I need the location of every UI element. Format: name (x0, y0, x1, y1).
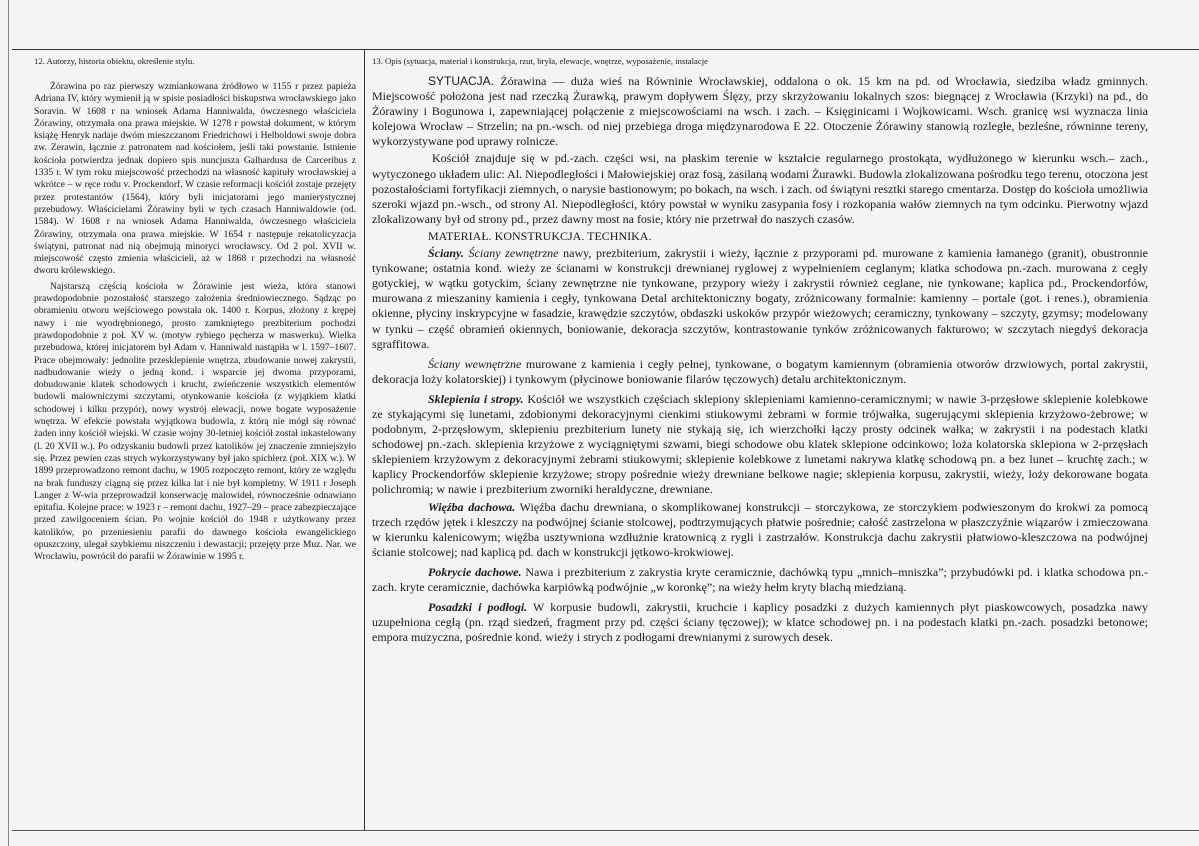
left-margin-line (8, 0, 9, 846)
roofing-text: Nawa i prezbiterium z zakrystia kryte ceramicznie, dachówką typu „mnich–mniszka”; przybudówki pd. i klatka schodowa pn.-zach. kryte ceramicznie, dachówka karpiówką podwójnie „w koronkę”; na wieży hełm kryty blachą miedzianą. (372, 564, 1148, 594)
history-paragraph-2: Najstarszą częścią kościoła w Żórawinie jest wieża, która stanowi prawdopodobnie pozostałość starszego założenia średniowiecznego. Sądząc po obramieniu otworu wejściowego powstała ok. 1400 r. Korpus, złożony z krępej nawy i nie wyodrębnionego, prosto zamkniętego prezbiterium pochodzi prawdopodobnie z poł. XV w. (motyw rybiego pęcherza w maswerku). Wielka przebudowa, której inicjatorem był Adam v. Hanniwald nastąpiła w l. 1597–1607. Prace obejmowały: jednolite przesklepienie wnętrza, zbudowanie nowej zakrystii, nadbudowanie wieży o jedną kond. i wsparcie jej dwoma przyporami, dobudowanie klatek schodowych i krucht, zwieńczenie wszystkich elementów budowli malowniczymi szczytami, otynkowanie kościoła (z wyjątkiem klatki schodowej i kilku przypór), nowy wystrój elewacji, nowe bogate wyposażenie wnętrza. W efekcie powstała wyjątkowa budowla, z którą nie mógł się równać żaden inny kościół wiejski. W czasie wojny 30-letniej kościół został inkastelowany (l. 20 XVII w.). Po odzyskaniu budowli przez katolików jej znaczenie zmniejszyło się. Przez pewien czas strych wykorzystywany był jako spichlerz (poł. XIX w.). W 1899 przeprowadzono remont dachu, w 1905 rozpoczęto remont, który ze względu na brak funduszy ciągną się przez kilka lat i nie był kompletny. W 1911 r Joseph Langer z W-wia przeprowadził konserwację malowideł, równocześnie odnawiano epitafia. Kolejne prace: w 1923 r – remont dachu, 1927–29 – prace zabezpieczające przed zawilgoceniem ścian. Po wojnie kościół do 1948 r użytkowany przez katolików, po przeniesieniu parafii do dawnego kościoła ewangelickiego opuszczony, ulegał szybkiemu niszczeniu i dewastacji; przejęty prze Muz. Nar. we Wrocławiu, powrócił do parafii w Żórawinie w 1995 r. (34, 280, 356, 563)
roof-truss-text: Więźba dachu drewniana, o skomplikowanej konstrukcji – storczykowa, ze storczykiem podwieszonym do krokwi za pomocą trzech rzędów jętek i kleszczy na podwójnej ścianie stolcowej, podtrzymujących płatwie pośrednie; całość zastrzelona w płaszczyźnie wiązarów i zmieczowana w kierunku kalenicowym; więźba usztywniona wzdłużnie kratownicą z rygli i zastrzałów. Konstrukcja dachu zakrystii płatwiowo-kleszczowa na podwójnej ścianie stolcowej; nad kaplicą pd. dach w konstrukcji jętkowo-krokwiowej. (372, 499, 1148, 559)
column-divider (364, 49, 365, 830)
history-column (34, 56, 356, 564)
roofing-label: Pokrycie dachowe. (428, 564, 522, 579)
section-12-header: 12. Autorzy, historia obiektu, określenie stylu. (34, 56, 195, 66)
outer-walls-label: Ściany zewnętrzne (468, 246, 559, 261)
section-13-header: 13. Opis (sytuacja, materiał i konstrukcja, rzut, bryła, elewacje, wnętrze, wyposażenie, instalacje (372, 56, 709, 66)
material-heading: MATERIAŁ. KONSTRUKCJA. TECHNIKA. (428, 228, 652, 243)
situation-label: SYTUACJA. (428, 74, 495, 88)
history-paragraph-1: Żórawina po raz pierwszy wzmiankowana źródłowo w 1155 r przez papieża Adriana IV, który wymienił ją w spisie posiadłości biskupstwa wrocławskiego jako Soravin. W 1608 r na wniosek Adama Hanniwalda, ówczesnego właściciela Żórawiny, otrzymała ona prawa miejskie. W 1278 r powstał dokument, w którym książę Henryk nadaje dwóm mieszczanom Friedrichowi i Helboldowi swoje dobra zw. Zerawin, łącznie z patronatem nad kościołem, jeśli taki powstanie. Istnienie kościoła potwierdza jednak dopiero spis nuncjusza Galhardusa de Carceribus z 1335 r. W tym roku miejscowość przechodzi na własność kapituły wrocławskiej a wkrótce – w ręce rodu v. Prockendorf. W czasie reformacji kościół zostaje przejęty przez protestantów (1564), który byli inicjatorami jego manierystycznej przebudowy. Właścicielami Żórawiny byli w tych czasach Hanniwaldowie (od. 1584). W 1608 r na wniosek Adama Hanniwalda, ówczesnego właściciela Żórawiny, otrzymała ona prawa miejskie. W 1654 r następuje rekatolicyzacja świątyni, patronat nad nią obejmują minoryci wrocławscy. Od 2 pol. XVII w. miejscowość często zmienia właścicieli, aż w 1868 r przechodzi na własność dworu królewskiego. (34, 81, 356, 277)
walls-paragraph (372, 246, 1148, 352)
inner-walls-paragraph (372, 357, 1148, 387)
floors-label: Posadzki i podłogi. (428, 600, 528, 615)
floors-text: W korpusie budowli, zakrystii, kruchcie i kaplicy posadzki z dużych kamiennych płyt piaskowcowych, posadzka nawy uzupełniona cegłą (pn. rząd siedzeń, fragment przy pd. części ściany tęczowej); w klatce schodowej pn. i na podestach klatki pn.-zach. posadzki betonowe; empora muzyczna, pośrednie kond. wieży i strych z podłogami drewnianymi z surowych desek. (372, 600, 1148, 645)
church-location-paragraph: Kościół znajduje się w pd.-zach. części wsi, na płaskim terenie w kształcie regularnego prostokąta, wydłużonego w kierunku wsch.– zach., wytyczonego układem ulic: Al. Niepodległości i Małowiejskiej oraz fosą, zasilaną wodami Żurawki. Budowla zlokalizowana pośrodku tego terenu, otoczona jest pozostałościami fortyfikacji ziemnych, o narysie bastionowym; po bokach, na wsch. i zach. od świątyni resztki starego cmentarza. Dostęp do kościoła umożliwia szeroki wjazd pn.-wsch., od strony Al. Niepodległości, który powstał w wyniku zasypania fosy i rozkopania wałów ziemnych na tym odcinku. Pierwotny wjazd zlokalizowany był od strony pd., przez dawny most na fosie, który nie przetrwał do naszych czasów. (372, 151, 1148, 226)
roof-truss-label: Więźba dachowa. (428, 499, 516, 514)
vaults-label: Sklepienia i stropy. (428, 391, 524, 406)
outer-walls-text: nawy, prezbiterium, zakrystii i wieży, łącznie z przyporami pd. murowane z kamienia łamanego (granit), obustronnie tynkowane; ostatnia kond. wieży ze ścianami w konstrukcji drewnianej ryglowej z wypełnieniem ceglanym; klatka schodowa pn.-zach. murowana z cegły gotyckiej, w wątku gotyckim, ściany zewnętrzne nie tynkowane, przypory wieży i zakrystii również ceglane, nie tynkowane; kaplica pd., Prockendorfów, murowana z mieszaniny kamienia i cegły, tynkowana Detal architektoniczny bogaty, zróżnicowany formalnie: kamienny – portale (got. i renes.), obramienia okienne, płyciny inskrypcyjne w fasadzie, krawędzie szczytów, obdaszki uskoków przypór wieżowych; ceramiczny, tynkowany – szczyty, gzymsy; modelowany w tynku – część obramień okiennych, boniowanie, dekoracja szczytów, kontrastowanie tynków zróżnicowanych fakturowo; w szczytach niegdyś dekoracja sgraffitowa. (372, 246, 1148, 351)
vaults-paragraph (372, 392, 1148, 498)
floors-paragraph (372, 600, 1148, 645)
top-rule (12, 49, 1199, 50)
roofing-paragraph (372, 565, 1148, 595)
walls-label: Ściany. (428, 246, 464, 261)
bottom-rule (12, 830, 1199, 831)
inner-walls-text: murowane z kamienia i cegły pełnej, tynkowane, o bogatym kamiennym (obramienia otworów drzwiowych, portal zakrystii, dekoracja loży kolatorskiej) i tynkowym (płycinowe boniowanie filarów tęczowych) detalu architektonicznym. (372, 356, 1149, 386)
description-column (372, 56, 1148, 645)
situation-paragraph (372, 74, 1148, 149)
situation-text: Żórawina — duża wieś na Równinie Wrocławskiej, oddalona o ok. 15 km na pd. od Wrocławia, siedziba władz gminnych. Miejscowość położona jest nad rzeczką Żurawką, prawym dopływem Ślęzy, przy skrzyżowaniu lokalnych szos: biegnącej z Wrocławia (Krzyki) na pd., do Żórawiny i Bogunowa i, zapewniającej połączenie z miejscowościami na wsch. i zach. – Księginicami i Wojkowicami. Wsch. granicę wsi wyznacza linia kolejowa Wrocław – Strzelin; na pn.-wsch. od niej przebiega droga międzynarodowa E 22. Otoczenie Żórawiny stanowią rozległe, bezleśne, równinne tereny, wykorzystywane pod uprawy rolnicze. (372, 74, 1148, 149)
inner-walls-label: Ściany wewnętrzne (428, 356, 522, 371)
vaults-text: Kościół we wszystkich częściach sklepiony sklepieniami kamienno-ceramicznymi; w nawie 3-przęsłowe sklepienie kolebkowe ze stykającymi się lunetami, zdobionymi dekoracyjnymi cienkimi stiukowymi żebrami w formie trójwałka, sugerującymi sklepienia krzyżowo-żebrowe; w podobnym, 2-przęsłowym, sklepieniu prezbiterium lunety nie stykają się, ich wierzchołki łączy prosty odcinek wałka; w zakrystii i na podestach klatki schodowej pn.-zach. sklepienia krzyżowe z wyciągniętymi szwami, biegi schodowe obu klatek sklepione odcinkowo; loża kolatorska sklepiona w 2-przęsłach sklepieniem krzyżowym z dekoracyjnymi żebrami stiukowymi; sklepienie kolebkowe z lunetami nakrywa klatkę schodową pn. a bez lunet – kruchtę zach.; w kaplicy Prockendorfów sklepienie krzyżowe; stropy pośrednie wieży drewniane belkowe nagie; sklepienia korpusu, zakrystii, wieży, loży dekorowane bogata polichromią; w nawie i prezbiterium zworniki heraldyczne, drewniane. (372, 391, 1149, 497)
roof-truss-paragraph (372, 500, 1148, 560)
